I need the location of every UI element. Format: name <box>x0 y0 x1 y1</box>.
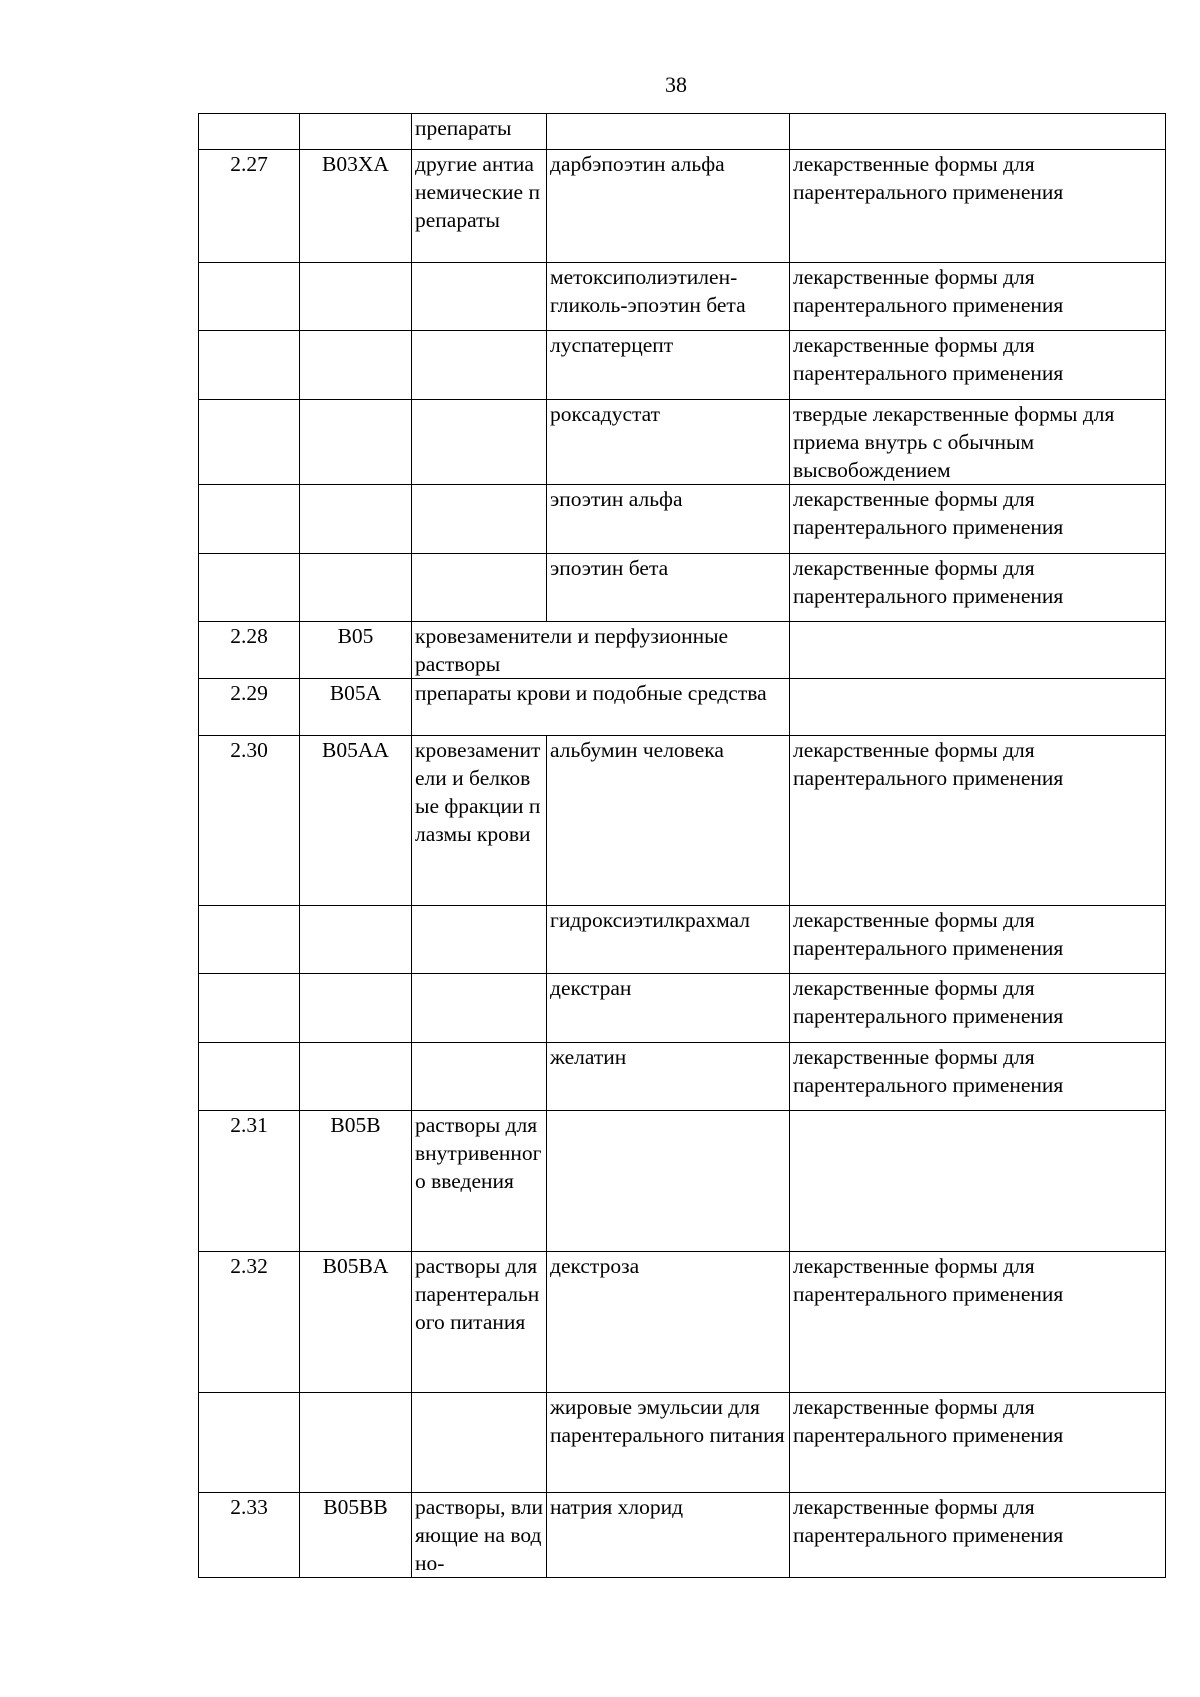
group-name-cell: растворы для внутривенного введения <box>412 1111 547 1252</box>
table-row <box>199 331 1166 400</box>
dosage-form-cell: лекарственные формы для парентерального применения <box>790 974 1166 1043</box>
atc-code-cell <box>300 1043 412 1111</box>
atc-code-cell: B05BA <box>300 1252 412 1393</box>
table-row <box>199 1111 1166 1252</box>
row-number-cell <box>199 554 300 622</box>
table-row <box>199 679 1166 736</box>
dosage-form-cell: лекарственные формы для парентерального применения <box>790 1493 1166 1578</box>
atc-code-cell <box>300 1393 412 1493</box>
group-name-cell: растворы для парентерального питания <box>412 1252 547 1393</box>
medication-table <box>198 113 1166 1578</box>
row-number-cell: 2.33 <box>199 1493 300 1578</box>
atc-code-cell <box>300 331 412 400</box>
row-number-cell <box>199 974 300 1043</box>
group-name-cell <box>412 331 547 400</box>
table-row <box>199 554 1166 622</box>
substance-cell: желатин <box>547 1043 790 1111</box>
dosage-form-cell: лекарственные формы для парентерального применения <box>790 150 1166 263</box>
table-row <box>199 622 1166 679</box>
group-name-cell: растворы, влияющие на водно- <box>412 1493 547 1578</box>
page-number: 38 <box>665 72 687 97</box>
atc-code-cell <box>300 906 412 974</box>
table-row <box>199 1252 1166 1393</box>
row-number-cell: 2.30 <box>199 736 300 906</box>
row-number-cell <box>199 114 300 150</box>
atc-code-cell: B03XA <box>300 150 412 263</box>
atc-code-cell <box>300 554 412 622</box>
substance-cell: натрия хлорид <box>547 1493 790 1578</box>
group-name-cell <box>412 400 547 485</box>
row-number-cell: 2.31 <box>199 1111 300 1252</box>
dosage-form-cell: лекарственные формы для парентерального применения <box>790 331 1166 400</box>
dosage-form-cell <box>790 622 1166 679</box>
group-name-cell <box>412 263 547 331</box>
dosage-form-cell: лекарственные формы для парентерального применения <box>790 736 1166 906</box>
atc-code-cell: B05A <box>300 679 412 736</box>
group-name-cell <box>412 906 547 974</box>
row-number-cell: 2.28 <box>199 622 300 679</box>
table-row <box>199 1493 1166 1578</box>
substance-cell: декстран <box>547 974 790 1043</box>
table-row <box>199 1043 1166 1111</box>
substance-cell: эпоэтин альфа <box>547 485 790 554</box>
substance-cell: гидроксиэтилкрахмал <box>547 906 790 974</box>
row-number-cell: 2.27 <box>199 150 300 263</box>
row-number-cell <box>199 1043 300 1111</box>
dosage-form-cell: лекарственные формы для парентерального применения <box>790 263 1166 331</box>
table-row <box>199 736 1166 906</box>
dosage-form-cell: лекарственные формы для парентерального применения <box>790 485 1166 554</box>
substance-cell: альбумин человека <box>547 736 790 906</box>
dosage-form-cell: твердые лекарственные формы для приема внутрь с обычным высвобождением <box>790 400 1166 485</box>
row-number-cell: 2.32 <box>199 1252 300 1393</box>
row-number-cell <box>199 485 300 554</box>
substance-cell: дарбэпоэтин альфа <box>547 150 790 263</box>
group-name-cell: другие антианемические препараты <box>412 150 547 263</box>
group-name-cell <box>412 485 547 554</box>
substance-cell: эпоэтин бета <box>547 554 790 622</box>
dosage-form-cell: лекарственные формы для парентерального применения <box>790 1252 1166 1393</box>
substance-cell <box>547 1111 790 1252</box>
table-row <box>199 485 1166 554</box>
atc-code-cell: B05 <box>300 622 412 679</box>
group-name-cell: кровезаменители и белковые фракции плазмы крови <box>412 736 547 906</box>
dosage-form-cell: лекарственные формы для парентерального применения <box>790 906 1166 974</box>
substance-cell <box>547 114 790 150</box>
substance-cell: луспатерцепт <box>547 331 790 400</box>
dosage-form-cell <box>790 1111 1166 1252</box>
atc-code-cell: B05AA <box>300 736 412 906</box>
group-name-cell <box>412 1393 547 1493</box>
atc-code-cell <box>300 485 412 554</box>
dosage-form-cell: лекарственные формы для парентерального применения <box>790 1043 1166 1111</box>
group-name-cell <box>412 554 547 622</box>
row-number-cell <box>199 400 300 485</box>
group-name-cell <box>412 1043 547 1111</box>
row-number-cell <box>199 906 300 974</box>
atc-code-cell <box>300 974 412 1043</box>
dosage-form-cell <box>790 114 1166 150</box>
row-number-cell: 2.29 <box>199 679 300 736</box>
table-row <box>199 263 1166 331</box>
group-name-cell: кровезаменители и перфузионные растворы <box>412 622 790 679</box>
row-number-cell <box>199 1393 300 1493</box>
atc-code-cell <box>300 114 412 150</box>
substance-cell: роксадустат <box>547 400 790 485</box>
dosage-form-cell: лекарственные формы для парентерального применения <box>790 1393 1166 1493</box>
atc-code-cell <box>300 400 412 485</box>
table-row <box>199 150 1166 263</box>
substance-cell: метоксиполиэтилен-гликоль-эпоэтин бета <box>547 263 790 331</box>
group-name-cell <box>412 974 547 1043</box>
dosage-form-cell <box>790 679 1166 736</box>
atc-code-cell: B05B <box>300 1111 412 1252</box>
table-row <box>199 974 1166 1043</box>
group-name-cell: препараты <box>412 114 547 150</box>
table-row <box>199 1393 1166 1493</box>
substance-cell: декстроза <box>547 1252 790 1393</box>
group-name-cell: препараты крови и подобные средства <box>412 679 790 736</box>
row-number-cell <box>199 263 300 331</box>
dosage-form-cell: лекарственные формы для парентерального применения <box>790 554 1166 622</box>
substance-cell: жировые эмульсии для парентерального питания <box>547 1393 790 1493</box>
table-row <box>199 400 1166 485</box>
table-row <box>199 906 1166 974</box>
atc-code-cell <box>300 263 412 331</box>
row-number-cell <box>199 331 300 400</box>
atc-code-cell: B05BB <box>300 1493 412 1578</box>
table-row <box>199 114 1166 150</box>
